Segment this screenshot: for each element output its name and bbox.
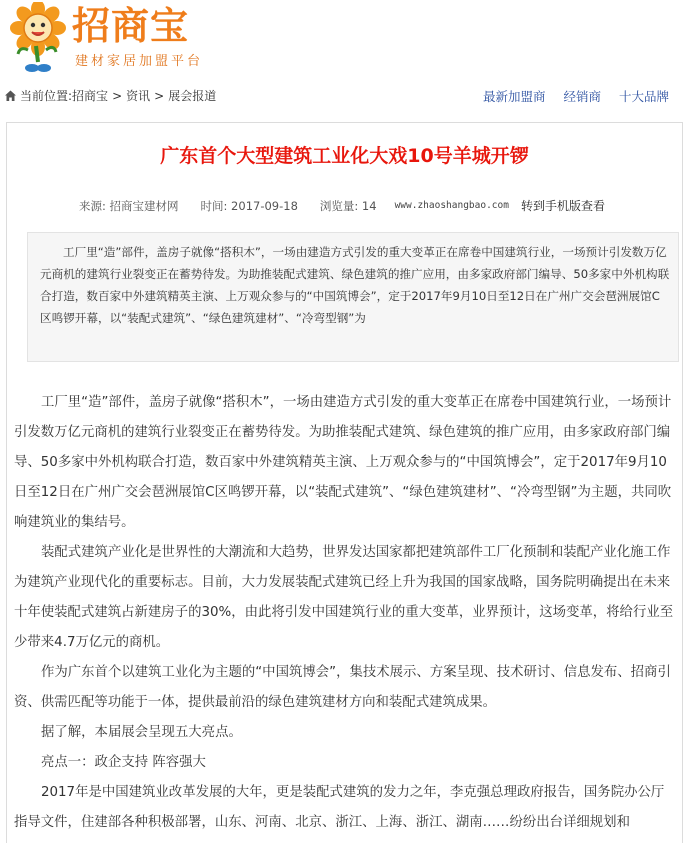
- sunflower-mascot-icon: [8, 2, 72, 74]
- link-dealers[interactable]: 经销商: [563, 89, 601, 104]
- article-source: 来源: 招商宝建材网: [79, 198, 179, 213]
- article-paragraph: 装配式建筑产业化是世界性的大潮流和大趋势，世界发达国家都把建筑部件工厂化预制和装配产业化施工作为建筑产业现代化的重要标志。目前，大力发展装配式建筑已经上升为我国的国家战略，国务院明确提出在未来十年使装配式建筑占新建房子的30%，由此将引发中国建筑行业的重大变革，业界预计，这场变革，将给行业至少带来4.7万亿元的商机。: [14, 545, 674, 650]
- article-paragraph: 2017年是中国建筑业改革发展的大年，更是装配式建筑的发力之年，李克强总理政府报告，国务院办公厅指导文件，住建部各种积极部署，山东、河南、北京、浙江、上海、浙江、湖南……纷纷出台详细规划和: [14, 785, 665, 830]
- article-paragraph: 工厂里“造”部件，盖房子就像“搭积木”，一场由建造方式引发的重大变革正在席卷中国建筑行业，一场预计引发数万亿元商机的建筑行业裂变正在蓄势待发。为助推装配式建筑、绿色建筑的推广应用，由多家政府部门编导、50多家中外机构联合打造，数百家中外建筑精英主演、上万观众参与的“中国筑博会”，定于2017年9月10日至12日在广州广交会琶洲展馆C区鸣锣开幕，以“装配式建筑”、“绿色建筑建材”、“冷弯型钢”为主题，共同吹响建筑业的集结号。: [14, 395, 672, 530]
- breadcrumb-item-home[interactable]: 招商宝: [72, 89, 109, 103]
- breadcrumb-separator: >: [112, 88, 123, 103]
- breadcrumb-item-news[interactable]: 资讯: [126, 89, 151, 103]
- article-time: 时间: 2017-09-18: [200, 198, 298, 213]
- article-views: 浏览量: 14: [319, 198, 377, 213]
- article-body: [14, 388, 674, 838]
- breadcrumb-prefix: 当前位置:: [20, 89, 73, 103]
- home-icon: [4, 89, 17, 102]
- article-meta: [79, 197, 605, 214]
- site-url: www.zhaoshangbao.com: [394, 200, 509, 211]
- breadcrumb-separator: >: [154, 88, 165, 103]
- breadcrumb: [4, 87, 216, 104]
- link-newest-franchisees[interactable]: 最新加盟商: [482, 89, 546, 104]
- top-links: [483, 87, 669, 105]
- article-summary: 工厂里“造”部件，盖房子就像“搭积木”，一场由建造方式引发的重大变革正在席卷中国建筑行业，一场预计引发数万亿元商机的建筑行业裂变正在蓄势待发。为助推装配式建筑、绿色建筑的推广应用，由多家政府部门编导、50多家中外机构联合打造，数百家中外建筑精英主演、上万观众参与的“中国筑博会”，定于2017年9月10日至12日在广州广交会琶洲展馆C区鸣锣开幕，以“装配式建筑”、“绿色建筑建材”、“冷弯型钢”为: [27, 232, 679, 362]
- article-paragraph: 作为广东首个以建筑工业化为主题的“中国筑博会”，集技术展示、方案呈现、技术研讨、信息发布、招商引资、供需匹配等功能于一体，提供最前沿的绿色建筑建材方向和装配式建筑成果。: [14, 665, 671, 710]
- article-paragraph: 据了解，本届展会呈现五大亮点。: [41, 725, 242, 740]
- mobile-version-link[interactable]: 转到手机版查看: [520, 199, 605, 213]
- site-header: [0, 0, 687, 75]
- article-title: 广东首个大型建筑工业化大戏10号羊城开锣: [160, 145, 529, 167]
- logo-subtitle: 建材家居加盟平台: [75, 54, 204, 69]
- link-top-brands[interactable]: 十大品牌: [618, 89, 669, 104]
- logo-title[interactable]: 招商宝: [72, 4, 190, 48]
- breadcrumb-item-exhibition[interactable]: 展会报道: [168, 89, 217, 103]
- breadcrumb-bar: [0, 84, 687, 108]
- article-subheading: 亮点一：政企支持 阵容强大: [41, 755, 206, 770]
